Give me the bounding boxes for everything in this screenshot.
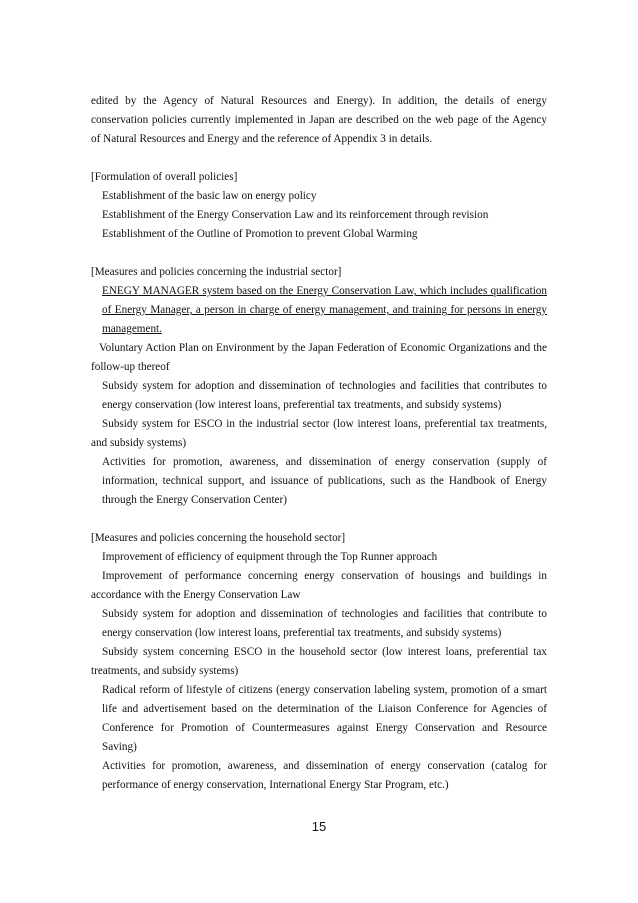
section-heading: [Measures and policies concerning the industrial sector]	[91, 266, 342, 278]
list-item-performance	[91, 567, 547, 605]
item-line: Conference for Promotion of Countermeasures against Energy Conservation and Resource	[102, 722, 547, 734]
item-line: Improvement of performance concerning energy conservation of housings and buildings in	[102, 570, 547, 582]
item-line: and subsidy systems)	[91, 437, 187, 449]
list-item-voluntary-plan	[91, 339, 547, 377]
item-line: follow-up thereof	[91, 361, 170, 373]
list-item-activities	[91, 757, 547, 795]
list-item-esco	[91, 643, 547, 681]
item-line: Subsidy system concerning ESCO in the household sector (low interest loans, preferential tax	[102, 646, 547, 658]
item-line: information, technical support, and issuance of publications, such as the Handbook of Energy	[102, 475, 547, 487]
item-line: accordance with the Energy Conservation Law	[91, 589, 301, 601]
item-line: energy conservation (low interest loans, preferential tax treatments, and subsidy systems)	[102, 627, 502, 639]
list-item-energy-manager	[91, 282, 547, 339]
list-item-activities	[91, 453, 547, 510]
item-line: Activities for promotion, awareness, and dissemination of energy conservation (supply of	[102, 456, 547, 468]
item-line: through the Energy Conservation Center)	[102, 494, 287, 506]
item-line: life and advertisement based on the determination of the Liaison Conference for Agencies of	[102, 703, 547, 715]
item-line: Saving)	[102, 741, 137, 753]
list-item-subsidy	[91, 605, 547, 643]
list-item: Establishment of the Outline of Promotion to prevent Global Warming	[102, 228, 418, 240]
intro-line: conservation policies currently implemented in Japan are described on the web page of the Agency	[91, 114, 547, 126]
intro-line: edited by the Agency of Natural Resources and Energy). In addition, the details of energy	[91, 95, 547, 107]
intro-line: of Natural Resources and Energy and the reference of Appendix 3 in details.	[91, 133, 433, 145]
item-line: Activities for promotion, awareness, and dissemination of energy conservation (catalog for	[102, 760, 547, 772]
list-item-subsidy	[91, 377, 547, 415]
section-heading: [Measures and policies concerning the household sector]	[91, 532, 346, 544]
industrial-sector-section	[91, 263, 547, 510]
item-line: Subsidy system for ESCO in the industrial sector (low interest loans, preferential tax treatments,	[102, 418, 547, 430]
item-line: of Energy Manager, a person in charge of energy management, and training for persons in energy	[102, 304, 547, 316]
list-item: Establishment of the Energy Conservation Law and its reinforcement through revision	[102, 209, 489, 221]
intro-paragraph	[91, 92, 547, 149]
item-line: ENEGY MANAGER system based on the Energy Conservation Law, which includes qualification	[102, 285, 547, 297]
section-heading: [Formulation of overall policies]	[91, 171, 238, 183]
list-item-top-runner: Improvement of efficiency of equipment through the Top Runner approach	[102, 551, 438, 563]
item-line: management.	[102, 323, 162, 335]
household-sector-section	[91, 529, 547, 795]
list-item-esco	[91, 415, 547, 453]
overall-policies-section	[91, 168, 547, 244]
page-number: 15	[311, 819, 327, 834]
item-line: Radical reform of lifestyle of citizens (energy conservation labeling system, promotion of a smart	[102, 684, 547, 696]
list-item: Establishment of the basic law on energy policy	[102, 190, 317, 202]
item-line: treatments, and subsidy systems)	[91, 665, 239, 677]
list-item-lifestyle	[91, 681, 547, 757]
item-line: performance of energy conservation, International Energy Star Program, etc.)	[102, 779, 449, 791]
item-line: energy conservation (low interest loans, preferential tax treatments, and subsidy systems)	[102, 399, 502, 411]
item-line: Voluntary Action Plan on Environment by the Japan Federation of Economic Organizations and the	[99, 342, 547, 354]
item-line: Subsidy system for adoption and dissemination of technologies and facilities that contributes to	[102, 380, 547, 392]
item-line: Subsidy system for adoption and dissemination of technologies and facilities that contribute to	[102, 608, 547, 620]
